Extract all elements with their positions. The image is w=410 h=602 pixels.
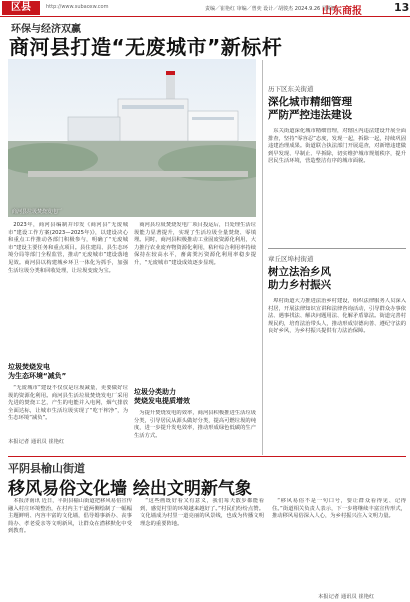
page-number: 13 [394, 1, 410, 14]
right-item2-kicker: 章丘区埠村街道 [268, 255, 314, 263]
article2-col3: “移风易俗不是一句口号，要让群众看得见、记得住。”街道相关负责人表示，下一步将继续丰富宣传形式，推动移风易俗深入人心，为乡村振兴注入文明力量。 [272, 498, 406, 520]
article1-col4: 为提升焚烧发电的效率，商河县积极推进生活垃圾分类，引导居民从源头做好分类，提高可燃垃圾的纯度，进一步提升发电效率，推动形成绿色低碳的生产生活方式。 [134, 410, 256, 439]
column-divider [262, 60, 263, 455]
article1-kicker: 环保与经济双赢 [11, 24, 81, 35]
article1-col2: 商河县垃圾焚烧发电厂项目投运后，日处理生活垃圾能力显著提升，实现了生活垃圾全量焚烧、零填埋。同时，商河县积极推动工业固废资源化利用，大力推行农业废弃物资源化利用，秸秆综合利用率持续保持在较高水平，畜禽粪污资源化利用率稳步提升，“无废城市”建设成效逐步显现。 [134, 222, 256, 266]
article2-author: 本报记者 通讯员 崔艳红 [318, 594, 375, 600]
factory-illustration [8, 59, 256, 217]
article1-col1: 2023年，商河县编制并印发《商河县“无废城市”建设工作方案(2023—2025年)》，以建设决心和重点工作推动各部门积极参与，明确了“无废城市”建设主要任务和重点项目。县住建局、县生态环境分局等部门全程监管，推动“无废城市”建设落地见效。商河县以构建城乡环卫一体化为抓手，加强生活垃圾分类和回收处理，让垃圾变废为宝。 [8, 222, 128, 274]
newspaper-brand: 山东商报 [322, 6, 362, 17]
article1-col3: “无废城市”建设不仅仅是垃圾减量，更要做好垃圾的资源化利用。商河县生活垃圾焚烧发电厂采用先进的焚烧工艺，产生的电能并入电网，烟气排放全面达标，让城市生活垃圾实现了“吃干榨净”，为生态环境“减负”。 [8, 385, 128, 422]
article1-subhead1: 垃圾焚烧发电 为生态环境“减负” [8, 363, 67, 380]
article1-headline: 商河县打造“无废城市”新标杆 [9, 35, 283, 59]
right-item2-headline: 树立法治乡风 助力乡村振兴 [268, 266, 331, 291]
right-item1-text: 东关街道深化城市精细管理，对辖区内违法建设开展全面排查，坚持“零容忍”态度，发现一起，拆除一起，持续巩固违建治理成果。街道联合执法部门开展巡查，对新增违建做到早发现、早制止、早拆除，切实维护城市规划秩序，提升居民生活环境，营造整洁有序的城市面貌。 [268, 128, 406, 165]
section-tag: 区县 [2, 1, 40, 15]
editor-info: 责编／崔艳红 审编／曾奕 设计／胡骏杰 2024.9.26 星期四 [205, 6, 337, 12]
site-url: http://www.subaoxw.com [46, 4, 109, 10]
article2-col1: 本报济南讯 近日，平阴县榆山街道把移风易俗宣传融入村庄环境整治，在村内主干道两侧绘制了一幅幅主题鲜明、内容丰富的文化墙，倡导婚事新办、丧事简办、孝老爱亲等文明新风，让群众在潜移默化中受到教育。 [8, 498, 132, 535]
article2-col2: “这些画既好看又有意义，我们每天散步都能看到，感觉村里的环境越来越好了。”村民们纷纷点赞。文化墙成为村里一道亮丽的风景线，也成为传播文明理念的重要阵地。 [140, 498, 264, 527]
photo-caption: 商河县垃圾焚烧发电厂 [12, 209, 63, 215]
factory-photo [8, 59, 256, 217]
right-item1-headline: 深化城市精细管理 严防严控违法建设 [268, 96, 352, 121]
page-header [0, 0, 410, 17]
right-item1-kicker: 历下区东关街道 [268, 85, 314, 93]
section-divider [8, 456, 406, 457]
right-item2-text: 埠村街道大力推进法治乡村建设，组织法律服务人员深入村居，开展法律知识宣讲和法律咨询活动，引导群众办事依法、遇事找法、解决问题用法、化解矛盾靠法。街道完善村规民约，培育法治带头人，推动形成崇德向善、遵纪守法的良好乡风，为乡村振兴提供有力法治保障。 [268, 298, 406, 335]
article2-kicker: 平阴县榆山街道 [8, 462, 85, 475]
article1-author: 本报记者 通讯员 崔艳红 [8, 439, 65, 445]
right-divider [268, 248, 406, 249]
article2-headline: 移风易俗文化墙 绘出文明新气象 [8, 479, 252, 499]
article1-subhead2: 垃圾分类助力 焚烧发电提质增效 [134, 388, 190, 405]
